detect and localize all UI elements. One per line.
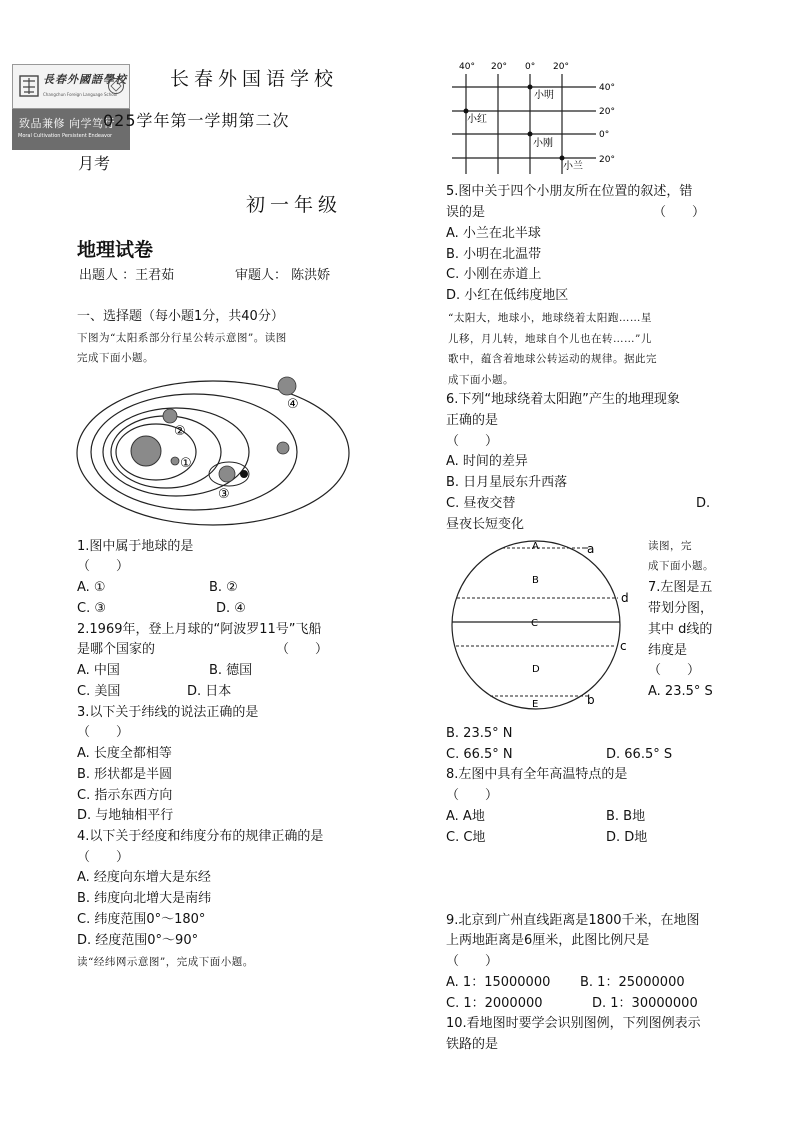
orbit-4 — [91, 394, 297, 510]
q5-option-c: C. 小刚在赤道上 — [446, 267, 542, 282]
q4-option-a: A. 经度向东增大是东经 — [77, 870, 211, 885]
point-xiaolan — [560, 156, 565, 161]
line-label-c: c — [620, 639, 627, 653]
q6-option-a: A. 时间的差异 — [446, 454, 528, 469]
lat-label-20s: 20° — [599, 155, 615, 165]
poem-line-3: 歌中，蕴含着地球公转运动的规律。据此完 — [448, 353, 657, 365]
q3-option-c: C. 指示东西方向 — [77, 788, 173, 803]
q4-option-c: C. 纬度范围0°～180° — [77, 912, 206, 927]
q7-option-d: D. 66.5° S — [606, 747, 673, 762]
q2-stem-1: 2.1969年，登上月球的“阿波罗11号”飞船 — [77, 622, 322, 637]
point-xiaogang — [528, 132, 533, 137]
q4-option-d: D. 经度范围0°～90° — [77, 933, 199, 948]
q2-stem-2: 是哪个国家的 — [77, 642, 156, 657]
q10-stem-2: 铁路的是 — [446, 1037, 499, 1052]
q7-stem-1: 7.左图是五 — [648, 580, 713, 595]
q7-option-a: A. 23.5° S — [648, 684, 713, 699]
lon-label-20w: 20° — [491, 62, 507, 72]
q9-option-d: D. 1：30000000 — [592, 996, 698, 1011]
label-xiaolan: 小兰 — [563, 161, 583, 172]
q6-option-d-text: 昼夜长短变化 — [446, 517, 525, 532]
q8-blank: （ ） — [446, 788, 499, 803]
q1-option-b: B. ② — [209, 580, 238, 595]
term-line-2: 月考 — [78, 154, 111, 173]
q2-blank: （ ） — [276, 642, 329, 657]
q8-stem: 8.左图中具有全年高温特点的是 — [446, 767, 628, 782]
q9-stem-1: 9.北京到广州直线距离是1800千米，在地图 — [446, 913, 700, 928]
orbit-label-3: ③ — [218, 487, 230, 502]
label-xiaoming: 小明 — [534, 90, 554, 101]
q6-option-d-letter: D. — [696, 496, 711, 511]
grade-title: 初一年级 — [246, 194, 343, 216]
q10-stem-1: 10.看地图时要学会识别图例，下列图例表示 — [446, 1016, 701, 1031]
intro-text-2: 完成下面小题。 — [77, 352, 154, 364]
q2-option-b: B. 德国 — [209, 663, 253, 678]
orbit-label-1: ① — [180, 456, 192, 471]
q7-stem-4: 纬度是 — [648, 643, 688, 658]
side-note-2: 成下面小题。 — [648, 560, 714, 572]
q1-option-c: C. ③ — [77, 601, 106, 616]
q5-stem-1: 5.图中关于四个小朋友所在位置的叙述，错 — [446, 184, 693, 199]
lon-label-20e: 20° — [553, 62, 569, 72]
author-line: 出题人 ：王君茹 — [79, 268, 175, 283]
moon — [240, 470, 248, 478]
sun — [131, 436, 161, 466]
intro-text-1: 下图为“太阳系部分行星公转示意图”。读图 — [77, 332, 287, 344]
q1-option-a: A. ① — [77, 580, 106, 595]
q8-option-b: B. B地 — [606, 809, 646, 824]
section-heading: 一、选择题（每小题1分，共40分） — [77, 309, 284, 324]
lon-label-40w: 40° — [459, 62, 475, 72]
q4-option-b: B. 纬度向北增大是南纬 — [77, 891, 212, 906]
q6-stem-2: 正确的是 — [446, 413, 499, 428]
point-xiaoming — [528, 85, 533, 90]
school-logo — [12, 64, 130, 150]
planet-3 — [219, 466, 235, 482]
logo-motto-en: Moral Cultivation Persistent Endeavor — [18, 133, 113, 139]
q2-option-c: C. 美国 — [77, 684, 121, 699]
zone-e: E — [532, 699, 539, 710]
q7-stem-3: 其中 d线的 — [648, 622, 713, 637]
orbit-2 — [111, 416, 221, 488]
lat-label-20n: 20° — [599, 107, 615, 117]
orbit-label-2: ② — [174, 424, 186, 439]
label-xiaohong: 小红 — [467, 114, 487, 125]
lat-label-40: 40° — [599, 83, 615, 93]
q5-option-d: D. 小红在低纬度地区 — [446, 288, 569, 303]
q7-blank: （ ） — [648, 663, 701, 678]
zone-c: C — [531, 618, 538, 629]
q9-stem-2: 上两地距离是6厘米，此图比例尺是 — [446, 933, 650, 948]
zone-d: D — [532, 664, 540, 675]
zone-a: A — [532, 541, 539, 552]
planet-4 — [278, 377, 296, 395]
q3-blank: （ ） — [77, 725, 130, 740]
q4-note: 读“经纬网示意图”，完成下面小题。 — [77, 956, 254, 968]
side-note-1: 读图，完 — [648, 540, 692, 552]
line-label-d: d — [621, 591, 629, 605]
lat-label-0: 0° — [599, 130, 610, 140]
q9-option-a: A. 1：15000000 — [446, 975, 551, 990]
logo-seal-icon — [107, 77, 125, 95]
point-xiaohong — [464, 109, 469, 114]
q6-option-b: B. 日月星辰东升西落 — [446, 475, 568, 490]
q2-option-a: A. 中国 — [77, 663, 120, 678]
q4-stem: 4.以下关于经度和纬度分布的规律正确的是 — [77, 829, 324, 844]
label-xiaogang: 小刚 — [533, 138, 553, 149]
orbit-label-4: ④ — [287, 397, 299, 412]
poem-line-1: “太阳大，地球小，地球绕着太阳跑……星 — [448, 312, 652, 324]
planet-2 — [163, 409, 177, 423]
planet-1 — [171, 457, 179, 465]
q6-stem-1: 6.下列“地球绕着太阳跑”产生的地理现象 — [446, 392, 680, 407]
q3-option-a: A. 长度全都相等 — [77, 746, 172, 761]
logo-mark: 長春外國語學校 — [43, 73, 127, 86]
planet-side — [277, 442, 289, 454]
q3-option-d: D. 与地轴相平行 — [77, 808, 174, 823]
q8-option-a: A. A地 — [446, 809, 485, 824]
q3-stem: 3.以下关于纬线的说法正确的是 — [77, 705, 259, 720]
lon-label-0: 0° — [525, 62, 536, 72]
poem-line-2: 儿移，月儿转，地球自个儿也在转……”儿 — [448, 333, 652, 345]
q8-option-c: C. C地 — [446, 830, 486, 845]
term-line: 025学年第一学期第二次 — [103, 111, 290, 130]
reviewer-line: 审题人： 陈洪娇 — [235, 268, 331, 283]
line-label-b: b — [587, 693, 595, 707]
q5-stem-2: 误的是 — [446, 205, 486, 220]
q7-option-b: B. 23.5° N — [446, 726, 513, 741]
q9-option-c: C. 1：2000000 — [446, 996, 543, 1011]
poem-line-4: 成下面小题。 — [448, 374, 514, 386]
q2-option-d: D. 日本 — [187, 684, 232, 699]
five-zones-diagram — [446, 537, 632, 713]
q1-blank: （ ） — [77, 559, 130, 574]
subject-title: 地理试卷 — [77, 239, 154, 261]
q6-blank: （ ） — [446, 434, 499, 449]
graticule-diagram — [446, 56, 626, 176]
q9-option-b: B. 1：25000000 — [580, 975, 685, 990]
logo-emblem-icon — [19, 75, 39, 97]
q6-option-c: C. 昼夜交替 — [446, 496, 516, 511]
line-label-a: a — [587, 542, 595, 556]
q7-stem-2: 带划分图， — [648, 601, 714, 616]
q5-option-b: B. 小明在北温带 — [446, 247, 542, 262]
logo-upper — [12, 64, 130, 109]
zone-b: B — [532, 575, 539, 586]
logo-english: Changchun Foreign Language School — [43, 92, 118, 97]
q7-option-c: C. 66.5° N — [446, 747, 513, 762]
q8-option-d: D. D地 — [606, 830, 648, 845]
q3-option-b: B. 形状都是半圆 — [77, 767, 173, 782]
solar-system-diagram — [76, 372, 358, 532]
q1-option-d: D. ④ — [216, 601, 246, 616]
orbit-outer — [77, 381, 349, 525]
school-name: 长春外国语学校 — [170, 68, 339, 90]
q9-blank: （ ） — [446, 954, 499, 969]
q1-stem: 1.图中属于地球的是 — [77, 539, 194, 554]
orbit-3 — [103, 408, 249, 496]
q5-blank: （ ） — [653, 205, 706, 220]
logo-motto: 致品兼修 向学笃行 — [19, 117, 115, 130]
q5-option-a: A. 小兰在北半球 — [446, 226, 541, 241]
q4-blank: （ ） — [77, 850, 130, 865]
